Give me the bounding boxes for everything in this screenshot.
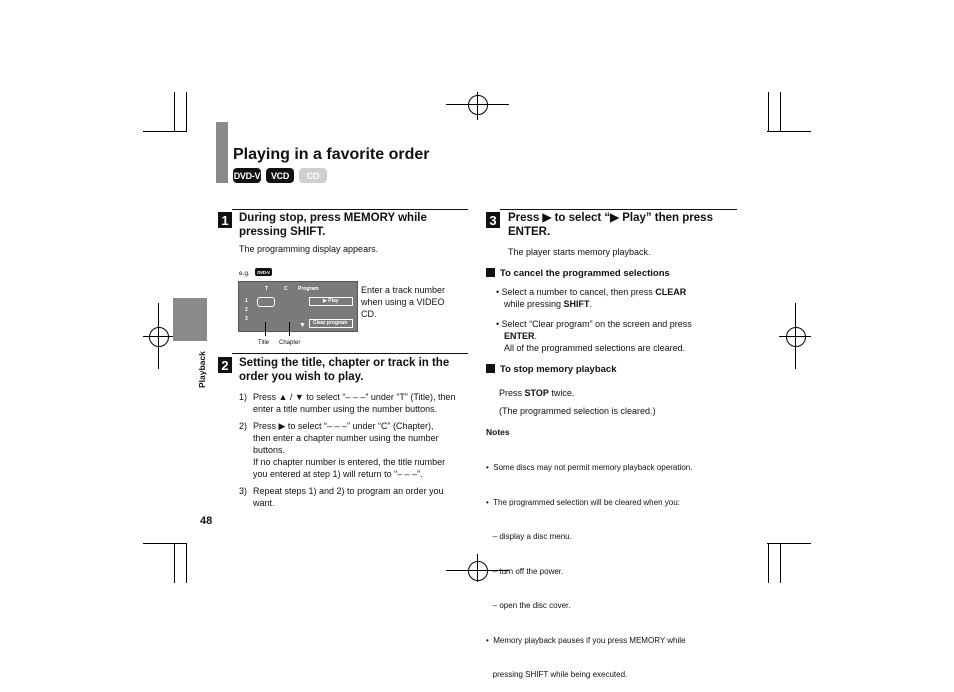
- screen-row: 1: [245, 298, 248, 304]
- step-1-rule: [232, 209, 468, 210]
- note-line: – turn off the power.: [486, 566, 564, 576]
- note-line: – display a disc menu.: [486, 532, 572, 541]
- step-1-heading: During stop, press MEMORY while pressing SHIFT.: [239, 212, 427, 238]
- caption-chapter: Chapter: [279, 340, 301, 346]
- badge-dvd-v: DVD-V: [233, 168, 261, 183]
- stop-line-1: Press STOP twice.: [499, 388, 575, 398]
- step-1-callout: Enter a track number when using a VIDEO CD.: [361, 285, 446, 319]
- step-2-item-3: 3) Repeat steps 1) and 2) to program an order you want.: [239, 486, 444, 508]
- square-bullet-icon: [486, 268, 495, 277]
- step-2-number: 2: [218, 357, 232, 373]
- step-1-number: 1: [218, 212, 232, 228]
- note-line: • Some discs may not permit memory playback operation.: [486, 463, 693, 472]
- screen-cursor: [257, 297, 275, 307]
- stop-line-2: (The programmed selection is cleared.): [499, 406, 656, 416]
- screen-col-t: T: [265, 286, 269, 292]
- note-line: pressing SHIFT while being executed.: [486, 670, 628, 679]
- stop-heading: To stop memory playback: [486, 364, 617, 376]
- page-title: Playing in a favorite order: [233, 146, 430, 163]
- badge-vcd: VCD: [266, 168, 294, 183]
- screen-col-c: C: [284, 286, 288, 292]
- step-2-rule: [232, 353, 468, 354]
- step-2-item-1: 1) Press ▲ / ▼ to select “– – –” under “T” (Title), then enter a title number using the number buttons.: [239, 392, 456, 414]
- chapter-pointer-line: [289, 322, 290, 336]
- square-bullet-icon: [486, 364, 495, 373]
- step-3-rule: [500, 209, 737, 210]
- eg-label: e.g.: [239, 270, 250, 277]
- screen-row: 3: [245, 316, 248, 322]
- badge-cd: CD: [299, 168, 327, 183]
- screen-row: 2: [245, 307, 248, 313]
- notes-heading: Notes: [486, 427, 510, 437]
- title-accent-bar: [216, 122, 228, 183]
- note-line: – open the disc cover.: [486, 601, 571, 610]
- step-3-number: 3: [486, 212, 500, 228]
- step-3-note: The player starts memory playback.: [508, 247, 651, 257]
- step-1-note: The programming display appears.: [239, 244, 379, 254]
- eg-badge: DVD-V: [255, 268, 272, 276]
- step-2-heading: Setting the title, chapter or track in the order you wish to play.: [239, 357, 450, 383]
- notes-list: [486, 439, 692, 692]
- programming-display: [238, 281, 358, 332]
- screen-scroll-down-icon: ▼: [299, 322, 306, 329]
- screen-play-label: ▶ Play: [323, 298, 339, 304]
- side-label: Playback: [197, 351, 207, 388]
- cancel-bullet-2: • Select “Clear program” on the screen and press ENTER. All of the programmed selections are cleared.: [496, 319, 692, 353]
- caption-title: Title: [258, 340, 270, 346]
- note-line: • The programmed selection will be cleared when you:: [486, 497, 680, 507]
- side-tab: [173, 298, 207, 341]
- step-3-heading: Press ▶ to select “▶ Play” then press ENTER.: [508, 212, 713, 238]
- screen-clear-label: Clear program: [313, 320, 348, 326]
- title-pointer-line: [265, 322, 266, 336]
- screen-col-program: Program: [298, 286, 319, 292]
- step-2-item-2: 2) Press ▶ to select “– – –” under “C” (Chapter), then enter a chapter number using the number buttons. If no chapter number is entered, the title number you entered at step 1) will return to “– – –”.: [239, 421, 446, 479]
- cancel-heading: To cancel the programmed selections: [486, 268, 670, 280]
- page-number: 48: [200, 515, 213, 527]
- note-line: • Memory playback pauses if you press MEMORY while: [486, 635, 686, 645]
- cancel-bullet-1: • Select a number to cancel, then press CLEAR while pressing SHIFT.: [496, 287, 687, 309]
